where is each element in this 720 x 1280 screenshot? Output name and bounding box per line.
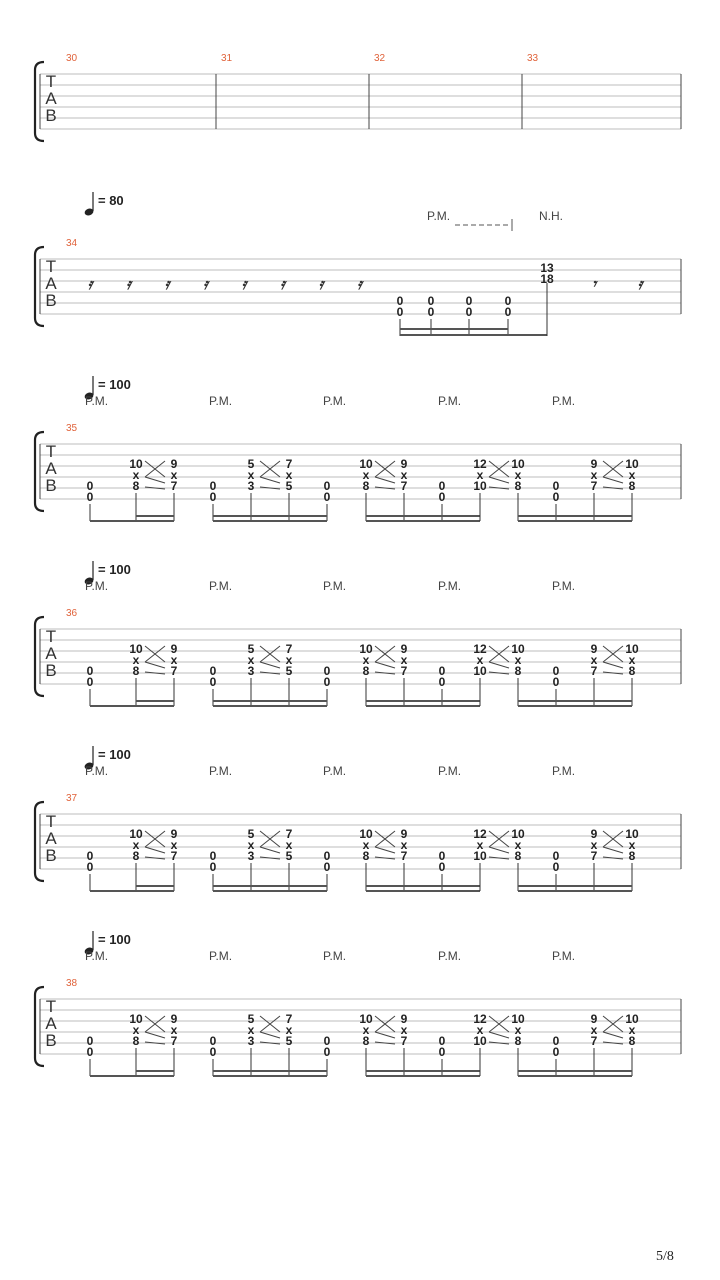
- dead-note: x: [132, 653, 140, 667]
- fret-number: 10: [129, 457, 143, 471]
- slide-line: [603, 1032, 623, 1038]
- dead-note: x: [247, 838, 255, 852]
- fret-number: 0: [323, 860, 331, 874]
- fret-number: 9: [400, 642, 408, 656]
- fret-number: 10: [625, 642, 639, 656]
- fret-number: 8: [362, 1034, 370, 1048]
- sixteenth-rest: 𝄿: [318, 275, 324, 293]
- fret-number: 5: [285, 479, 293, 493]
- fret-number: 0: [438, 479, 446, 493]
- dead-note: x: [362, 468, 370, 482]
- fret-number: 12: [473, 827, 487, 841]
- fret-number: 0: [552, 860, 560, 874]
- fret-number: 7: [285, 1012, 293, 1026]
- fret-number: 0: [504, 305, 512, 319]
- palm-mute-label: P.M.: [438, 764, 462, 778]
- palm-mute-label: P.M.: [438, 579, 462, 593]
- dead-note: x: [400, 1023, 408, 1037]
- slide-line: [145, 847, 165, 853]
- dead-note: x: [170, 653, 178, 667]
- palm-mute-label: P.M.: [552, 949, 576, 963]
- dead-note: x: [514, 468, 522, 482]
- dead-note: x: [514, 1023, 522, 1037]
- slide-line: [260, 477, 280, 483]
- page-number: 5/8: [656, 1249, 674, 1264]
- tab-label-t: T: [45, 442, 57, 461]
- sixteenth-rest: 𝄿: [126, 275, 131, 293]
- dead-note: x: [590, 838, 598, 852]
- riff-group: [210, 642, 331, 706]
- slide-line: [260, 847, 280, 853]
- fret-number: 0: [323, 1034, 331, 1048]
- tab-label-b: B: [45, 846, 57, 865]
- slide-line: [489, 1032, 509, 1038]
- fret-number: 5: [285, 1034, 293, 1048]
- fret-number: 0: [86, 1034, 94, 1048]
- fret-number: 0: [438, 860, 446, 874]
- fret-number: 10: [129, 827, 143, 841]
- fret-number: 9: [400, 827, 408, 841]
- dead-note: x: [514, 653, 522, 667]
- fret-number: 0: [552, 849, 560, 863]
- dead-note: x: [628, 838, 636, 852]
- slide-line: [145, 1032, 165, 1038]
- palm-mute-label: P.M.: [438, 394, 462, 408]
- tab-label-a: A: [45, 644, 57, 663]
- riff-group: [359, 457, 445, 521]
- dead-note: x: [247, 1023, 255, 1037]
- fret-number: 0: [86, 860, 94, 874]
- fret-number: 0: [438, 675, 446, 689]
- fret-number: 0: [323, 675, 331, 689]
- fret-number: 8: [514, 664, 522, 678]
- fret-number: 0: [323, 1045, 331, 1059]
- slide-line: [489, 847, 509, 853]
- palm-mute-label: P.M.: [323, 579, 347, 593]
- palm-mute-label: P.M.: [438, 949, 462, 963]
- tab-label-t: T: [45, 812, 57, 831]
- measure-number: 34: [66, 238, 78, 249]
- fret-number: 7: [170, 849, 178, 863]
- riff-group: [210, 827, 331, 891]
- slide-line: [145, 477, 165, 483]
- fret-number: 0: [86, 1045, 94, 1059]
- fret-number: 10: [511, 827, 525, 841]
- tempo-marking: = 80: [98, 193, 124, 208]
- slide-line: [375, 477, 395, 483]
- fret-number: 8: [132, 479, 140, 493]
- dead-note: x: [247, 468, 255, 482]
- fret-number: 8: [362, 479, 370, 493]
- fret-number: 7: [285, 827, 293, 841]
- tab-label-b: B: [45, 1031, 57, 1050]
- measure-number: 31: [221, 53, 233, 64]
- fret-number: 0: [86, 849, 94, 863]
- palm-mute-label: P.M.: [427, 209, 451, 223]
- fret-number: 10: [359, 642, 373, 656]
- dead-note: x: [132, 838, 140, 852]
- fret-number: 12: [473, 1012, 487, 1026]
- dead-note: x: [362, 1023, 370, 1037]
- dead-note: x: [170, 468, 178, 482]
- fret-number: 10: [511, 1012, 525, 1026]
- tab-label-t: T: [45, 997, 57, 1016]
- fret-number: 8: [628, 849, 636, 863]
- riff-group: [473, 457, 525, 521]
- fret-number: 0: [86, 675, 94, 689]
- riff-group: [553, 457, 639, 521]
- fret-number: 10: [359, 827, 373, 841]
- fret-number: 0: [438, 1034, 446, 1048]
- fret-number: 0: [323, 479, 331, 493]
- fret-number: 9: [170, 827, 178, 841]
- palm-mute-label: P.M.: [552, 764, 576, 778]
- dead-note: x: [476, 838, 484, 852]
- tab-label-a: A: [45, 459, 57, 478]
- fret-number: 10: [625, 827, 639, 841]
- dead-note: x: [285, 1023, 293, 1037]
- fret-number: 0: [552, 664, 560, 678]
- fret-number: 0: [438, 1045, 446, 1059]
- dead-note: x: [514, 838, 522, 852]
- fret-number: 9: [400, 1012, 408, 1026]
- tab-label-t: T: [45, 627, 57, 646]
- fret-number: 8: [132, 664, 140, 678]
- fret-number: 0: [209, 849, 217, 863]
- staff-system-3: [35, 376, 681, 521]
- fret-number: 0: [552, 1045, 560, 1059]
- fret-number: 0: [438, 849, 446, 863]
- fret-number: 7: [170, 479, 178, 493]
- fret-number: 0: [86, 479, 94, 493]
- dead-note: x: [590, 468, 598, 482]
- fret-number: 0: [323, 849, 331, 863]
- fret-number: 7: [170, 1034, 178, 1048]
- tab-label-t: T: [45, 72, 57, 91]
- fret-number: 5: [247, 1012, 255, 1026]
- fret-number: 10: [359, 457, 373, 471]
- fret-number: 9: [170, 1012, 178, 1026]
- fret-number: 10: [511, 457, 525, 471]
- fret-number: 8: [514, 479, 522, 493]
- tempo-marking: = 100: [98, 932, 131, 947]
- staff-system-5: [35, 746, 681, 891]
- fret-number: 10: [473, 1034, 487, 1048]
- slide-line: [375, 847, 395, 853]
- fret-number: 8: [362, 849, 370, 863]
- fret-number: 9: [400, 457, 408, 471]
- slide-line: [260, 662, 280, 668]
- fret-number: 7: [590, 664, 598, 678]
- dead-note: x: [400, 838, 408, 852]
- riff-group: [359, 827, 445, 891]
- fret-number: 7: [170, 664, 178, 678]
- fret-number: 5: [285, 664, 293, 678]
- fret-number: 0: [209, 1045, 217, 1059]
- fret-number: 3: [247, 1034, 255, 1048]
- sixteenth-rest: 𝄿: [280, 275, 285, 293]
- fret-number: 10: [129, 642, 143, 656]
- dead-note: x: [170, 1023, 178, 1037]
- fret-number: 8: [628, 1034, 636, 1048]
- dead-note: x: [247, 653, 255, 667]
- fret-number: 0: [438, 490, 446, 504]
- dead-note: x: [628, 1023, 636, 1037]
- fret-number: 3: [247, 664, 255, 678]
- fret-number: 7: [400, 664, 408, 678]
- fret-number: 9: [590, 1012, 598, 1026]
- palm-mute-label: P.M.: [85, 949, 109, 963]
- slide-line: [603, 847, 623, 853]
- fret-number: 5: [247, 827, 255, 841]
- fret-number: 12: [473, 457, 487, 471]
- riff-group: [473, 827, 525, 891]
- slide-line: [489, 477, 509, 483]
- tab-label-b: B: [45, 476, 57, 495]
- fret-number: 0: [209, 490, 217, 504]
- fret-number: 0: [465, 294, 473, 308]
- riff-group: [87, 642, 178, 706]
- staff-system-6: [35, 931, 681, 1076]
- fret-number: 0: [323, 490, 331, 504]
- fret-number: 10: [625, 457, 639, 471]
- riff-group: [359, 642, 445, 706]
- dead-note: x: [590, 1023, 598, 1037]
- fret-number: 8: [514, 1034, 522, 1048]
- fret-number: 7: [590, 1034, 598, 1048]
- riff-group: [87, 1012, 178, 1076]
- riff-group: [359, 1012, 445, 1076]
- tab-label-b: B: [45, 291, 57, 310]
- tempo-marking: = 100: [98, 747, 131, 762]
- fret-number: 0: [323, 664, 331, 678]
- fret-number: 0: [396, 294, 404, 308]
- dead-note: x: [362, 653, 370, 667]
- dead-note: x: [132, 468, 140, 482]
- dead-note: x: [590, 653, 598, 667]
- dead-note: x: [285, 838, 293, 852]
- fret-number: 5: [247, 457, 255, 471]
- dead-note: x: [400, 468, 408, 482]
- fret-number: 9: [170, 642, 178, 656]
- tab-label-b: B: [45, 106, 57, 125]
- tab-label-a: A: [45, 829, 57, 848]
- fret-number: 0: [504, 294, 512, 308]
- fret-number: 10: [473, 479, 487, 493]
- sixteenth-rest: 𝄿: [87, 275, 93, 293]
- tab-label-a: A: [45, 274, 57, 293]
- palm-mute-label: P.M.: [323, 394, 347, 408]
- measure-number: 33: [527, 53, 539, 64]
- dead-note: x: [476, 653, 484, 667]
- dead-note: x: [476, 1023, 484, 1037]
- fret-number: 10: [359, 1012, 373, 1026]
- riff-group: [87, 827, 178, 891]
- fret-number: 5: [247, 642, 255, 656]
- palm-mute-label: P.M.: [323, 764, 347, 778]
- fret-number: 0: [465, 305, 473, 319]
- riff-group: [473, 1012, 525, 1076]
- fret-number: 0: [552, 675, 560, 689]
- fret-number: 7: [400, 849, 408, 863]
- slide-line: [375, 1032, 395, 1038]
- fret-number: 10: [625, 1012, 639, 1026]
- palm-mute-label: P.M.: [209, 579, 233, 593]
- harmonic-fret-number: 13: [540, 261, 554, 275]
- palm-mute-label: P.M.: [85, 579, 109, 593]
- fret-number: 0: [86, 490, 94, 504]
- fret-number: 9: [590, 827, 598, 841]
- fret-number: 0: [209, 860, 217, 874]
- fret-number: 3: [247, 479, 255, 493]
- fret-number: 0: [86, 664, 94, 678]
- palm-mute-label: P.M.: [85, 394, 109, 408]
- fret-number: 10: [511, 642, 525, 656]
- sixteenth-rest: 𝄿: [203, 275, 208, 293]
- fret-number: 0: [209, 479, 217, 493]
- palm-mute-label: P.M.: [323, 949, 347, 963]
- riff-group: [553, 1012, 639, 1076]
- fret-number: 0: [209, 664, 217, 678]
- fret-number: 0: [427, 305, 435, 319]
- palm-mute-label: P.M.: [209, 949, 233, 963]
- palm-mute-label: P.M.: [552, 579, 576, 593]
- sixteenth-rest: 𝄿: [357, 275, 362, 293]
- riff-group: [87, 457, 178, 521]
- dead-note: x: [400, 653, 408, 667]
- slide-line: [603, 477, 623, 483]
- tab-label-a: A: [45, 89, 57, 108]
- dead-note: x: [362, 838, 370, 852]
- measure-number: 32: [374, 53, 386, 64]
- fret-number: 3: [247, 849, 255, 863]
- fret-number: 9: [170, 457, 178, 471]
- fret-number: 7: [400, 479, 408, 493]
- fret-number: 0: [427, 294, 435, 308]
- tempo-marking: = 100: [98, 562, 131, 577]
- fret-number: 0: [552, 479, 560, 493]
- fret-number: 9: [590, 642, 598, 656]
- fret-number: 7: [400, 1034, 408, 1048]
- dead-note: x: [170, 838, 178, 852]
- fret-number: 0: [209, 1034, 217, 1048]
- natural-harmonic-label: N.H.: [539, 209, 563, 223]
- tempo-marking: = 100: [98, 377, 131, 392]
- dead-note: x: [285, 468, 293, 482]
- dead-note: x: [476, 468, 484, 482]
- measure-number: 37: [66, 793, 78, 804]
- fret-number: 0: [209, 675, 217, 689]
- fret-number: 8: [362, 664, 370, 678]
- slide-line: [603, 662, 623, 668]
- fret-number: 7: [590, 849, 598, 863]
- dead-note: x: [132, 1023, 140, 1037]
- staff-system-4: [35, 561, 681, 706]
- riff-group: [210, 457, 331, 521]
- fret-number: 10: [129, 1012, 143, 1026]
- fret-number: 12: [473, 642, 487, 656]
- slide-line: [375, 662, 395, 668]
- slide-line: [145, 662, 165, 668]
- fret-number: 0: [438, 664, 446, 678]
- slide-line: [260, 1032, 280, 1038]
- sixteenth-rest: 𝄿: [241, 275, 247, 293]
- eighth-rest: 𝄾: [592, 275, 596, 293]
- sixteenth-rest: 𝄿: [637, 275, 643, 293]
- measure-number: 35: [66, 423, 78, 434]
- tab-label-a: A: [45, 1014, 57, 1033]
- fret-number: 10: [473, 849, 487, 863]
- measure-number: 30: [66, 53, 78, 64]
- palm-mute-label: P.M.: [552, 394, 576, 408]
- fret-number: 7: [285, 642, 293, 656]
- measure-number: 36: [66, 608, 78, 619]
- fret-number: 8: [514, 849, 522, 863]
- staff-system-2: [35, 192, 681, 336]
- fret-number: 8: [132, 849, 140, 863]
- riff-group: [210, 1012, 331, 1076]
- sixteenth-rest: 𝄿: [164, 275, 170, 293]
- staff-system-1: [35, 53, 681, 141]
- riff-group: [473, 642, 525, 706]
- palm-mute-label: P.M.: [209, 394, 233, 408]
- harmonic-fret-number: 18: [540, 272, 554, 286]
- fret-number: 0: [396, 305, 404, 319]
- fret-number: 9: [590, 457, 598, 471]
- dead-note: x: [285, 653, 293, 667]
- fret-number: 5: [285, 849, 293, 863]
- dead-note: x: [628, 653, 636, 667]
- dead-note: x: [628, 468, 636, 482]
- fret-number: 8: [132, 1034, 140, 1048]
- fret-number: 8: [628, 664, 636, 678]
- palm-mute-label: P.M.: [85, 764, 109, 778]
- fret-number: 0: [552, 490, 560, 504]
- slide-line: [489, 662, 509, 668]
- tab-label-t: T: [45, 257, 57, 276]
- fret-number: 7: [285, 457, 293, 471]
- measure-number: 38: [66, 978, 78, 989]
- fret-number: 10: [473, 664, 487, 678]
- riff-group: [553, 642, 639, 706]
- fret-number: 0: [552, 1034, 560, 1048]
- tab-label-b: B: [45, 661, 57, 680]
- fret-number: 7: [590, 479, 598, 493]
- fret-number: 8: [628, 479, 636, 493]
- palm-mute-label: P.M.: [209, 764, 233, 778]
- riff-group: [553, 827, 639, 891]
